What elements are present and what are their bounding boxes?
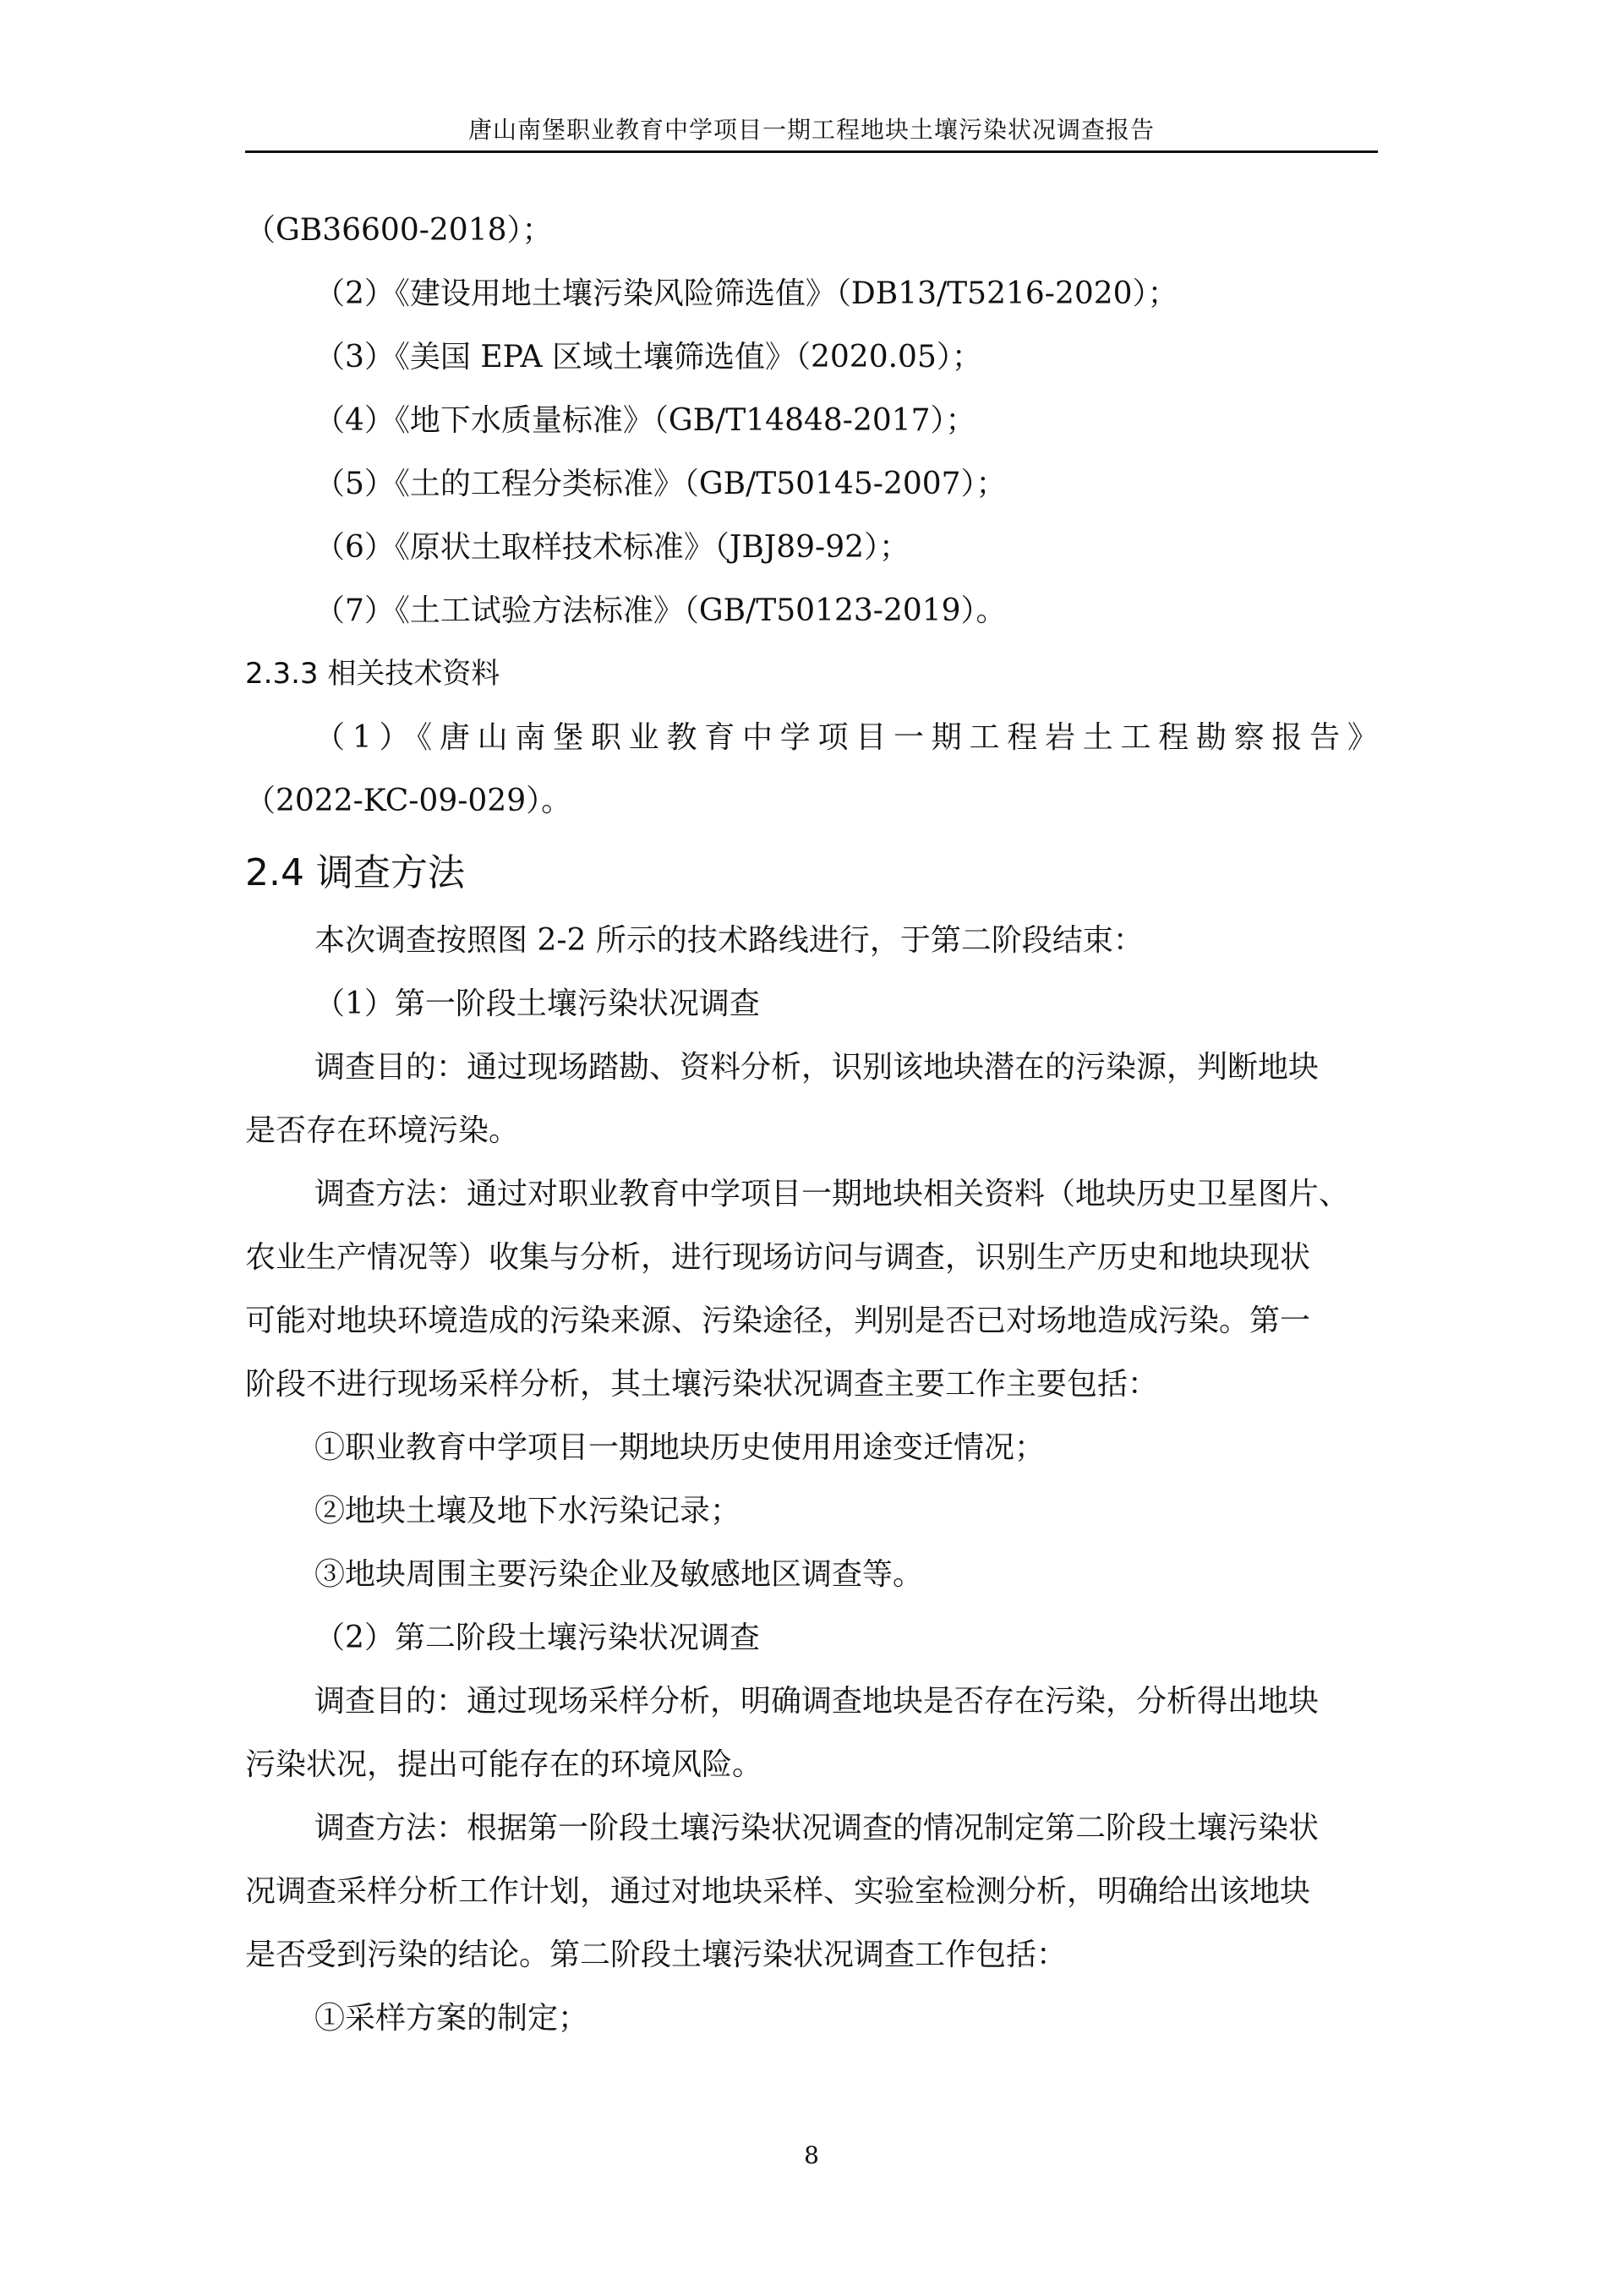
stage-one-task-1: ①职业教育中学项目一期地块历史使用用途变迁情况； xyxy=(314,1430,1046,1465)
stage-one-purpose: 调查目的：通过现场踏勘、资料分析，识别该地块潜在的污染源，判断地块 xyxy=(314,1050,1320,1085)
reference-continuation: （GB36600-2018）； xyxy=(245,213,553,248)
document-body xyxy=(245,199,1378,2050)
section-heading-2-3-3: 2.3.3 相关技术资料 xyxy=(245,657,500,691)
reference-item-4: （4）《地下水质量标准》（GB/T14848-2017）； xyxy=(314,403,976,438)
technical-doc-item-1: （1）《唐山南堡职业教育中学项目一期工程岩土工程勘察报告》 xyxy=(314,720,1378,755)
stage-one-method-cont-2: 可能对地块环境造成的污染来源、污染途径，判别是否已对场地造成污染。第一 xyxy=(245,1304,1311,1338)
header-divider xyxy=(245,150,1378,153)
stage-two-method-cont-2: 是否受到污染的结论。第二阶段土壤污染状况调查工作包括： xyxy=(245,1938,1068,1972)
stage-two-purpose: 调查目的：通过现场采样分析，明确调查地块是否存在污染，分析得出地块 xyxy=(314,1684,1320,1719)
stage-two-method-cont-1: 况调查采样分析工作计划，通过对地块采样、实验室检测分析，明确给出该地块 xyxy=(245,1874,1311,1909)
stage-one-task-3: ③地块周围主要污染企业及敏感地区调查等。 xyxy=(314,1557,924,1592)
reference-item-7: （7）《土工试验方法标准》（GB/T50123-2019）。 xyxy=(314,593,1007,628)
page-header-title: 唐山南堡职业教育中学项目一期工程地块土壤污染状况调查报告 xyxy=(467,116,1155,144)
stage-one-method-cont-3: 阶段不进行现场采样分析，其土壤污染状况调查主要工作主要包括： xyxy=(245,1367,1159,1402)
reference-item-2: （2）《建设用地土壤污染风险筛选值》（DB13/T5216-2020）； xyxy=(314,276,1178,311)
reference-item-5: （5）《土的工程分类标准》（GB/T50145-2007）； xyxy=(314,467,1007,501)
technical-doc-item-1-code: （2022-KC-09-029）。 xyxy=(245,784,572,818)
reference-item-6: （6）《原状土取样技术标准》（JBJ89-92）； xyxy=(314,530,910,565)
stage-one-heading: （1）第一阶段土壤污染状况调查 xyxy=(314,987,760,1021)
paragraph-intro: 本次调查按照图 2-2 所示的技术路线进行，于第二阶段结束： xyxy=(314,923,1144,958)
stage-two-purpose-cont: 污染状况，提出可能存在的环境风险。 xyxy=(245,1747,763,1782)
section-heading-2-4: 2.4 调查方法 xyxy=(245,851,465,894)
page-number: 8 xyxy=(804,2141,819,2169)
stage-two-heading: （2）第二阶段土壤污染状况调查 xyxy=(314,1621,760,1655)
reference-item-3: （3）《美国 EPA 区域土壤筛选值》（2020.05）； xyxy=(314,340,982,374)
stage-one-method: 调查方法：通过对职业教育中学项目一期地块相关资料（地块历史卫星图片、 xyxy=(314,1177,1350,1211)
stage-one-method-cont-1: 农业生产情况等）收集与分析，进行现场访问与调查，识别生产历史和地块现状 xyxy=(245,1240,1311,1275)
stage-two-method: 调查方法：根据第一阶段土壤污染状况调查的情况制定第二阶段土壤污染状 xyxy=(314,1811,1320,1845)
stage-two-task-1: ①采样方案的制定； xyxy=(314,2001,589,2036)
stage-one-task-2: ②地块土壤及地下水污染记录； xyxy=(314,1494,741,1528)
stage-one-purpose-cont: 是否存在环境污染。 xyxy=(245,1113,520,1148)
